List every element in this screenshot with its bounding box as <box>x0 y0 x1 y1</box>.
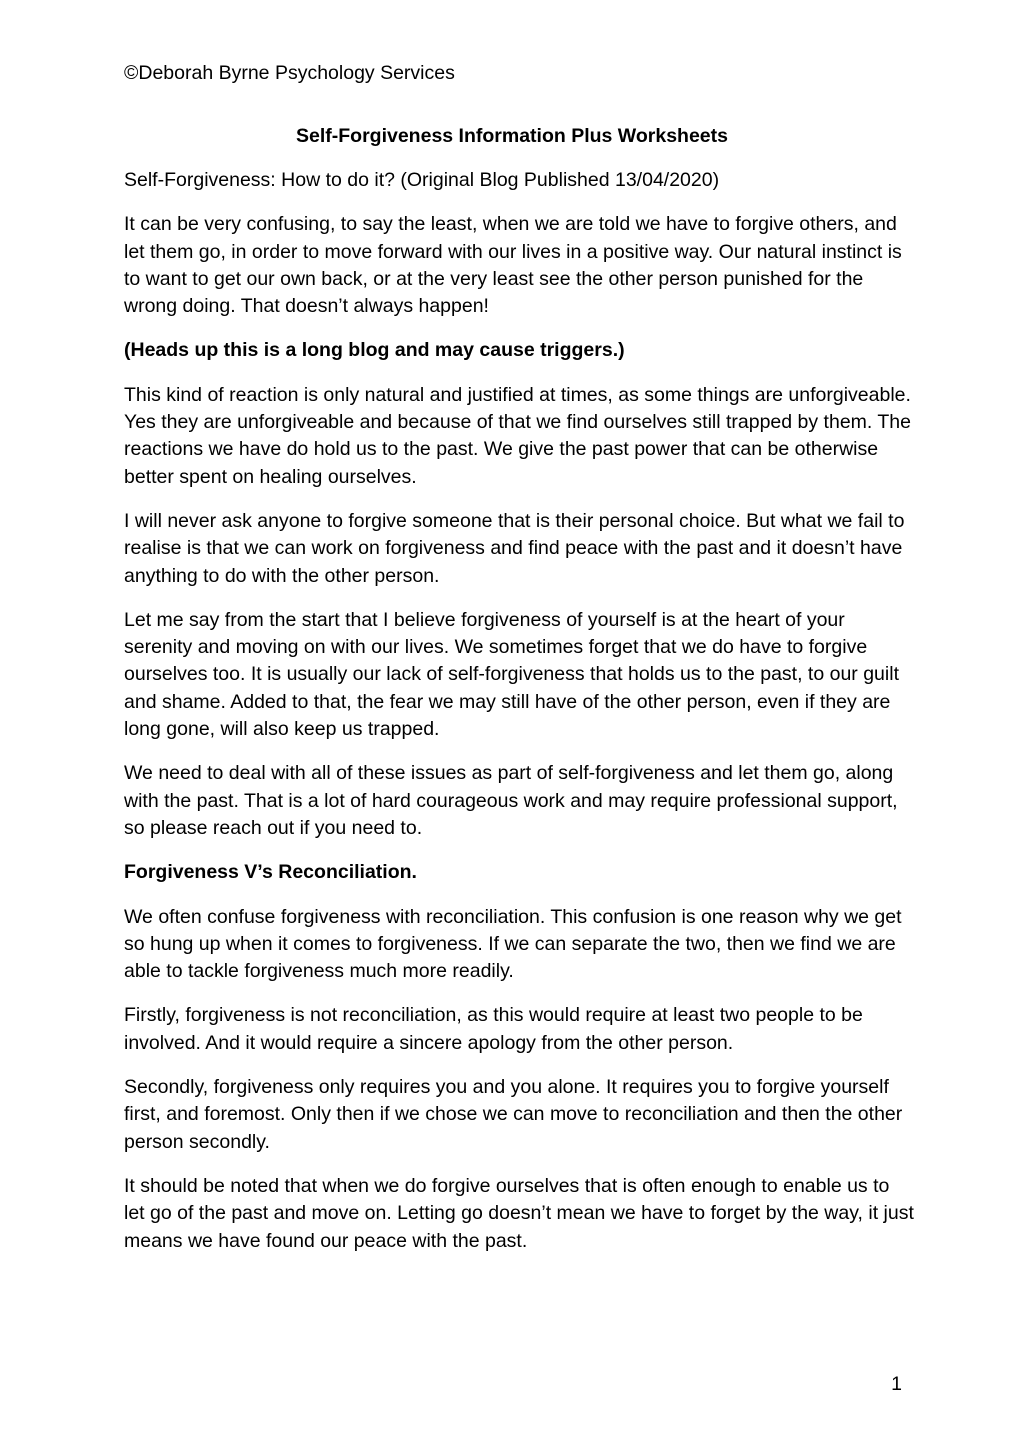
trigger-warning: (Heads up this is a long blog and may cause triggers.) <box>124 339 625 362</box>
copyright-header: ©Deborah Byrne Psychology Services <box>124 62 455 84</box>
blog-subtitle: Self-Forgiveness: How to do it? (Original Blog Published 13/04/2020) <box>124 169 720 191</box>
paragraph: It can be very confusing, to say the least, when we are told we have to forgive others, and let them go, in order to move forward with our lives in a positive way. Our natural instinct is to want to get our own back, or at the very least see the other person punished for the wrong doing. That doesn’t always happen! <box>124 213 902 318</box>
paragraph: Secondly, forgiveness only requires you and you alone. It requires you to forgive yourself first, and foremost. Only then if we chose we can move to reconciliation and then the other person secondly. <box>124 1076 903 1153</box>
paragraph: This kind of reaction is only natural and justified at times, as some things are unforgiveable. Yes they are unforgiveable and because of that we find ourselves still trapped by them. The reactions we have do hold us to the past. We give the past power that can be otherwise better spent on healing ourselves. <box>124 383 911 488</box>
document-body <box>124 167 914 1272</box>
paragraph: Let me say from the start that I believe forgiveness of yourself is at the heart of your serenity and moving on with our lives. We sometimes forget that we do have to forgive ourselves too. It is usually our lack of self-forgiveness that holds us to the past, to our guilt and shame. Added to that, the fear we may still have of the other person, even if they are long gone, will also keep us trapped. <box>124 608 899 741</box>
paragraph: I will never ask anyone to forgive someone that is their personal choice. But what we fail to realise is that we can work on forgiveness and find peace with the past and it doesn’t have anything to do with the other person. <box>124 509 905 587</box>
paragraph: We often confuse forgiveness with reconciliation. This confusion is one reason why we get so hung up when it comes to forgiveness. If we can separate the two, then we find we are able to tackle forgiveness much more readily. <box>124 905 902 983</box>
paragraph: Firstly, forgiveness is not reconciliation, as this would require at least two people to be involved. And it would require a sincere apology from the other person. <box>124 1004 863 1054</box>
page-number: 1 <box>891 1373 902 1395</box>
paragraph: It should be noted that when we do forgive ourselves that is often enough to enable us to let go of the past and move on. Letting go doesn’t mean we have to forget by the way, it just means we have found our peace with the past. <box>124 1174 914 1252</box>
document-title: Self-Forgiveness Information Plus Worksheets <box>296 125 728 147</box>
paragraph: We need to deal with all of these issues as part of self-forgiveness and let them go, along with the past. That is a lot of hard courageous work and may require professional support, so please reach out if you need to. <box>124 762 898 839</box>
section-heading: Forgiveness V’s Reconciliation. <box>124 861 417 884</box>
